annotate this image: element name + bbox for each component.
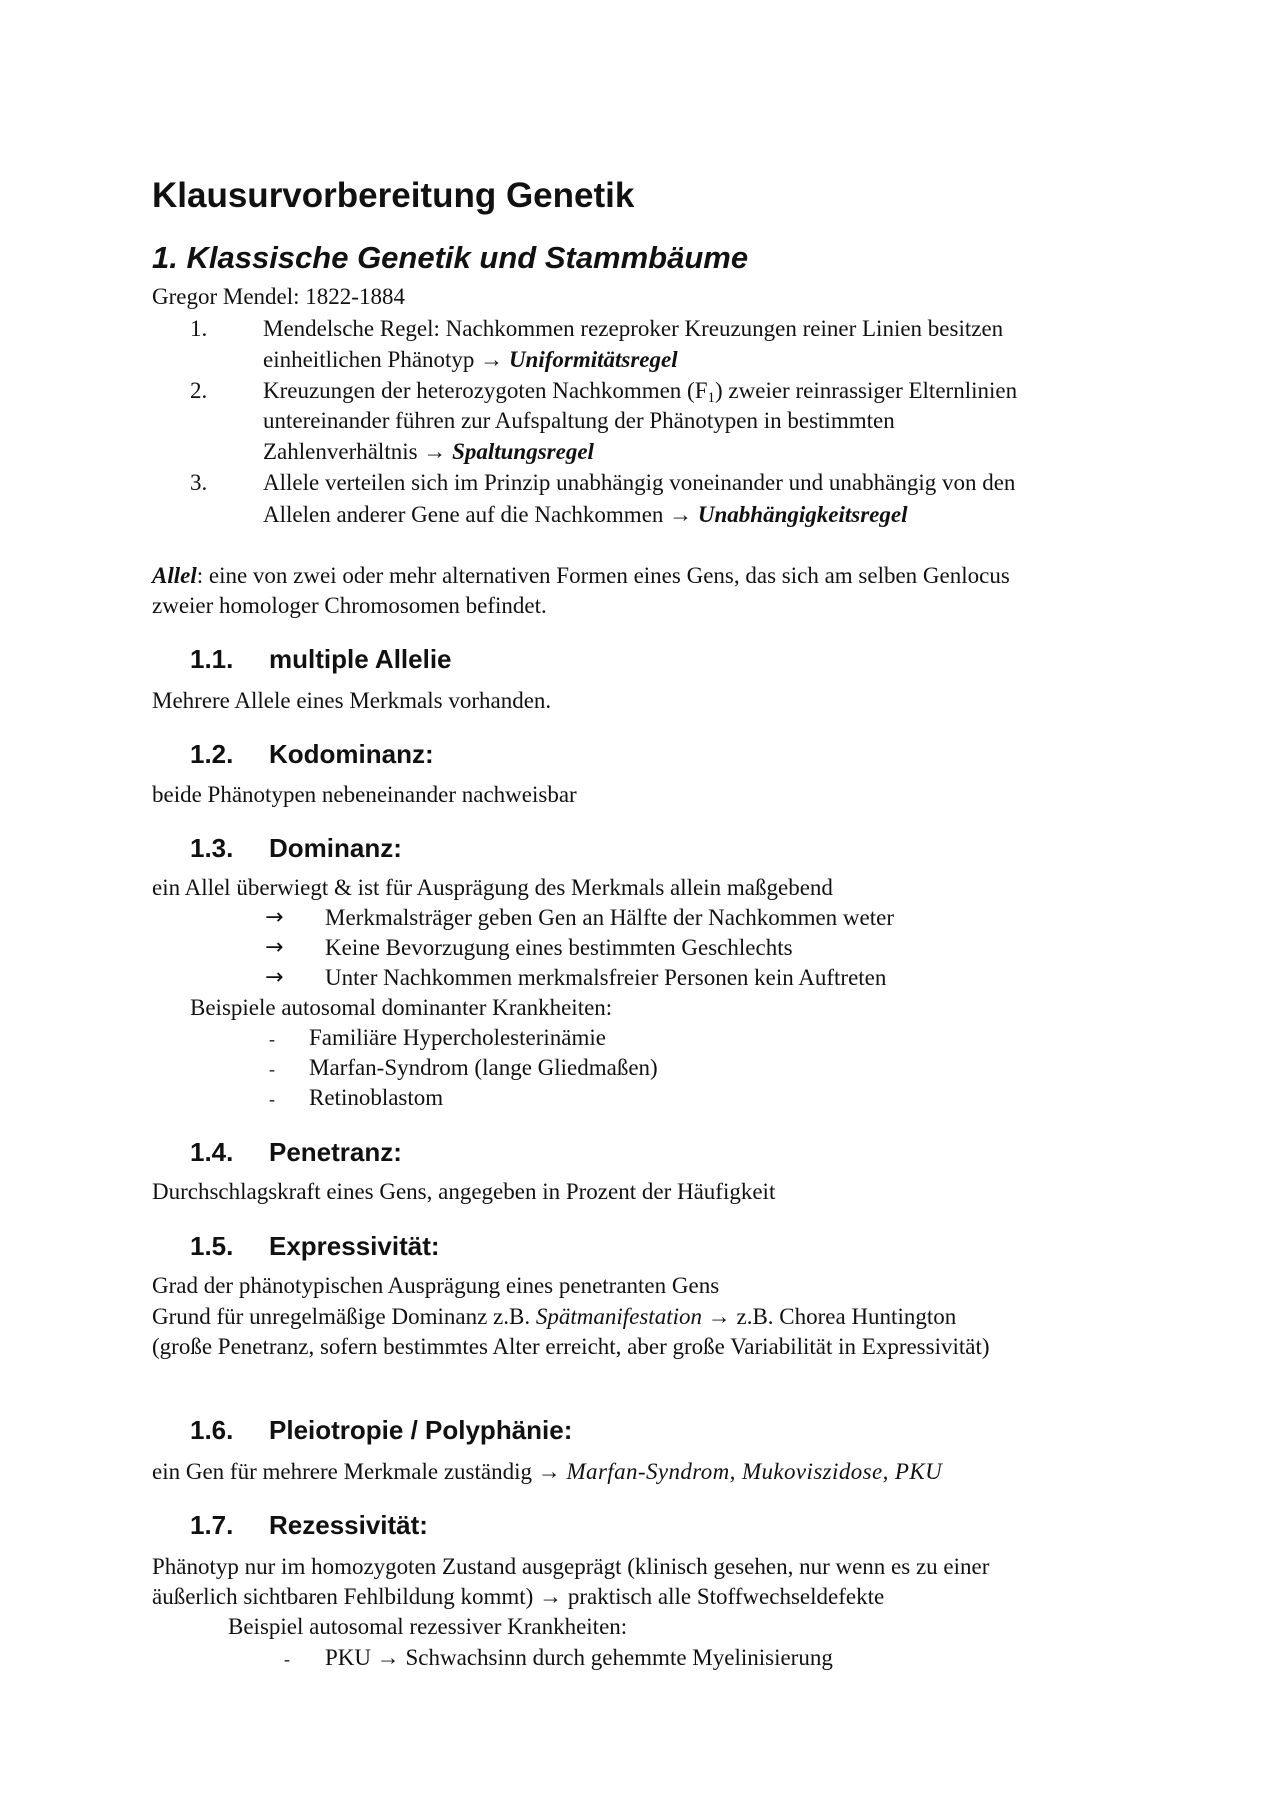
rule-2-text-pre: Kreuzungen der heterozygoten Nachkommen (F xyxy=(263,378,708,403)
subsection-number: 1.6. xyxy=(190,1415,234,1445)
subsection-number: 1.2. xyxy=(190,739,234,769)
subsection-title-pleiotropie: Pleiotropie / Polyphänie: xyxy=(269,1415,573,1445)
subsection-title-expressivitaet: Expressivität: xyxy=(269,1231,440,1261)
subsection-title-kodominanz: Kodominanz: xyxy=(269,739,434,769)
rule-1-text: einheitlichen Phänotyp → xyxy=(263,347,504,372)
mendel-intro: Gregor Mendel: 1822-1884 xyxy=(152,284,405,309)
arrow-icon: → xyxy=(265,965,284,990)
recessive-examples-label: Beispiel autosomal rezessiver Krankheiten: xyxy=(228,1614,628,1639)
rule-2-line-3 xyxy=(263,437,594,467)
rule-3-line-1: Allele verteilen sich im Prinzip unabhängig voneinander und unabhängig von den xyxy=(263,470,1016,495)
penetranz-text: Durchschlagskraft eines Gens, angegeben in Prozent der Häufigkeit xyxy=(152,1179,776,1204)
multiple-allelie-text: Mehrere Allele eines Merkmals vorhanden. xyxy=(152,688,552,713)
expressivitaet-italic: Spätmanifestation xyxy=(535,1304,702,1329)
subsection-title-multiple-allelie: multiple Allelie xyxy=(269,644,452,674)
subsection-number: 1.5. xyxy=(190,1231,234,1261)
rezessivitaet-line-1: Phänotyp nur im homozygoten Zustand ausgeprägt (klinisch gesehen, nur wenn es zu einer xyxy=(152,1554,990,1579)
rule-1-term: Uniformitätsregel xyxy=(508,347,678,372)
dominant-example: Familiäre Hypercholesterinämie xyxy=(309,1025,606,1050)
subsection-title-rezessivitaet: Rezessivität: xyxy=(269,1510,428,1540)
dash-bullet: - xyxy=(269,1029,275,1049)
page-title: Klausurvorbereitung Genetik xyxy=(152,176,635,215)
subsection-number: 1.4. xyxy=(190,1137,234,1167)
rule-number: 1. xyxy=(190,316,208,341)
allel-definition-line-2: zweier homologer Chromosomen befindet. xyxy=(152,593,547,618)
subsection-title-dominanz: Dominanz: xyxy=(269,833,402,863)
dash-bullet: - xyxy=(269,1089,275,1109)
rule-1-line-1: Mendelsche Regel: Nachkommen rezeproker Kreuzungen reiner Linien besitzen xyxy=(263,316,1004,341)
subsection-number: 1.1. xyxy=(190,644,234,674)
rule-3-text: Allelen anderer Gene auf die Nachkommen → xyxy=(263,502,693,527)
arrow-icon: → xyxy=(265,935,284,960)
allel-definition-line-1 xyxy=(152,561,1010,591)
rule-2-line-2: untereinander führen zur Aufspaltung der Phänotypen in bestimmten xyxy=(263,408,895,433)
dominanz-text: ein Allel überwiegt & ist für Ausprägung des Merkmals allein maßgebend xyxy=(152,875,833,900)
recessive-example: PKU → Schwachsinn durch gehemmte Myelinisierung xyxy=(325,1645,833,1670)
rule-3-term: Unabhängigkeitsregel xyxy=(697,502,908,527)
rule-number: 3. xyxy=(190,470,208,495)
expressivitaet-text: Grund für unregelmäßige Dominanz z.B. xyxy=(152,1304,531,1329)
dominant-example: Marfan-Syndrom (lange Gliedmaßen) xyxy=(309,1055,658,1080)
dominant-examples-label: Beispiele autosomal dominanter Krankheiten: xyxy=(190,995,613,1020)
allel-text: : eine von zwei oder mehr alternativen Formen eines Gens, das sich am selben Genlocus xyxy=(196,563,1010,588)
subsection-title-penetranz: Penetranz: xyxy=(269,1137,402,1167)
rezessivitaet-line-2: äußerlich sichtbaren Fehlbildung kommt) → praktisch alle Stoffwechseldefekte xyxy=(152,1584,885,1609)
rule-2-text-post: ) zweier reinrassiger Elternlinien xyxy=(715,378,1018,403)
dominant-example: Retinoblastom xyxy=(309,1085,444,1110)
rule-number: 2. xyxy=(190,378,208,403)
expressivitaet-example: → z.B. Chorea Huntington xyxy=(707,1304,957,1329)
rule-2-text: Zahlenverhältnis → xyxy=(263,439,447,464)
rule-2-term: Spaltungsregel xyxy=(452,439,594,464)
pleiotropie-examples: Marfan-Syndrom, Mukoviszidose, PKU xyxy=(566,1459,943,1484)
rule-3-line-2 xyxy=(263,500,907,530)
expressivitaet-line-3: (große Penetranz, sofern bestimmtes Alter erreicht, aber große Variabilität in Expressivität) xyxy=(152,1334,990,1359)
dominanz-point: Keine Bevorzugung eines bestimmten Geschlechts xyxy=(325,935,793,960)
rule-1-line-2 xyxy=(263,345,678,375)
subsection-number: 1.3. xyxy=(190,833,234,863)
section-heading-1: 1. Klassische Genetik und Stammbäume xyxy=(152,240,749,275)
dash-bullet: - xyxy=(269,1059,275,1079)
expressivitaet-line-2 xyxy=(152,1302,956,1332)
dominanz-point: Merkmalsträger geben Gen an Hälfte der Nachkommen weter xyxy=(325,905,895,930)
rule-2-subscript: 1 xyxy=(707,390,716,406)
dominanz-point: Unter Nachkommen merkmalsfreier Personen kein Auftreten xyxy=(325,965,887,990)
expressivitaet-line-1: Grad der phänotypischen Ausprägung eines penetranten Gens xyxy=(152,1273,720,1298)
arrow-icon: → xyxy=(265,905,284,930)
kodominanz-text: beide Phänotypen nebeneinander nachweisbar xyxy=(152,782,577,807)
allel-term: Allel xyxy=(152,563,197,588)
pleiotropie-text-plain: ein Gen für mehrere Merkmale zuständig → xyxy=(152,1459,561,1484)
dash-bullet: - xyxy=(284,1649,290,1669)
pleiotropie-text xyxy=(152,1457,942,1487)
subsection-number: 1.7. xyxy=(190,1510,234,1540)
